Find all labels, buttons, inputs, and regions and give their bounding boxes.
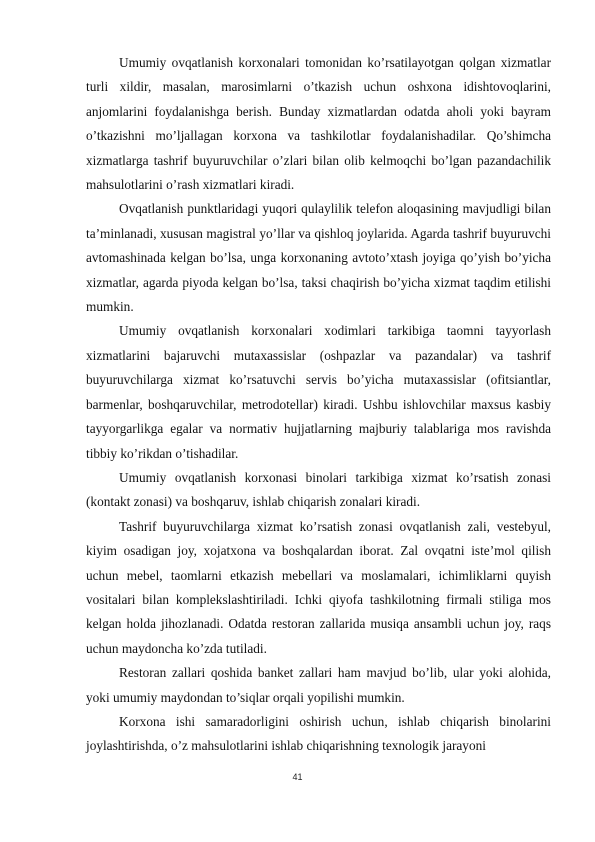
paragraph-3: Umumiy ovqatlanish korxonalari xodimlari tarkibiga taomni tayyorlash xizmatlarini bajaruvchi mutaxassislar (oshpazlar va pazandalar) va tashrif buyuruvchilarga xizmat ko’rsatuvchi servis bo’yicha mutaxassislar (ofitsiantlar, barmenlar, boshqaruvchilar, metrodotellar) kiradi. Ushbu ishlovchilar maxsus kasbiy tayyorgarlikga egalar va normativ hujjatlarning majburiy talablariga mos ravishda tibbiy ko’rikdan o’tishadilar. bbox=[86, 323, 551, 461]
page-number: 41 bbox=[292, 772, 303, 782]
paragraph-4: Umumiy ovqatlanish korxonasi binolari tarkibiga xizmat ko’rsatish zonasi (kontakt zonasi) va boshqaruv, ishlab chiqarish zonalari kiradi. bbox=[86, 469, 551, 510]
paragraph-6: Restoran zallari qoshida banket zallari ham mavjud bo’lib, ular yoki alohida, yoki umumiy maydondan to’siqlar orqali yopilishi mumkin. bbox=[86, 665, 551, 705]
paragraph-2: Ovqatlanish punktlaridagi yuqori qulaylilik telefon aloqasining mavjudligi bilan ta’minlanadi, xususan magistral yo’llar va qishloq joylarida. Agarda tashrif buyuruvchi avtomashinada kelgan bo’lsa, unga korxonaning avtoto’xtash joyiga qo’yish bo’yicha xizmatlar, agarda piyoda kelgan bo’lsa, taksi chaqirish bo’yicha xizmat taqdim etilishi mumkin. bbox=[86, 201, 551, 315]
body-text bbox=[86, 51, 551, 759]
paragraph-5: Tashrif buyuruvchilarga xizmat ko’rsatish zonasi ovqatlanish zali, vestebyul, kiyim osadigan joy, xojatxona va boshqalardan iborat. Zal ovqatni iste’mol qilish uchun mebel, taomlarni etkazish mebellari va moslamalari, ichimliklarni quyish vositalari bilan komplekslashtiriladi. Ichki qiyofa tashkilotning firmali stiliga mos kelgan holda jihozlanadi. Odatda restoran zallarida musiqa ansambli uchun joy, raqs uchun maydoncha ko’zda tutiladi. bbox=[86, 518, 551, 656]
paragraph-1: Umumiy ovqatlanish korxonalari tomonidan ko’rsatilayotgan qolgan xizmatlar turli xildir, masalan, marosimlarni o’tkazish uchun oshxona idishtovoqlarini, anjomlarini foydalanishga berish. Bunday xizmatlardan odatda aholi yoki bayram o’tkazishni mo’ljallagan korxona va tashkilotlar foydalanishadilar. Qo’shimcha xizmatlarga tashrif buyuruvchilar o’zlari bilan olib kelmoqchi bo’lgan pazandachilik mahsulotlarini o’rash xizmatlari kiradi. bbox=[86, 55, 551, 193]
paragraph-7: Korxona ishi samaradorligini oshirish uchun, ishlab chiqarish binolarini joylashtirishda, o’z mahsulotlarini ishlab chiqarishning texnologik jarayoni bbox=[86, 713, 551, 754]
